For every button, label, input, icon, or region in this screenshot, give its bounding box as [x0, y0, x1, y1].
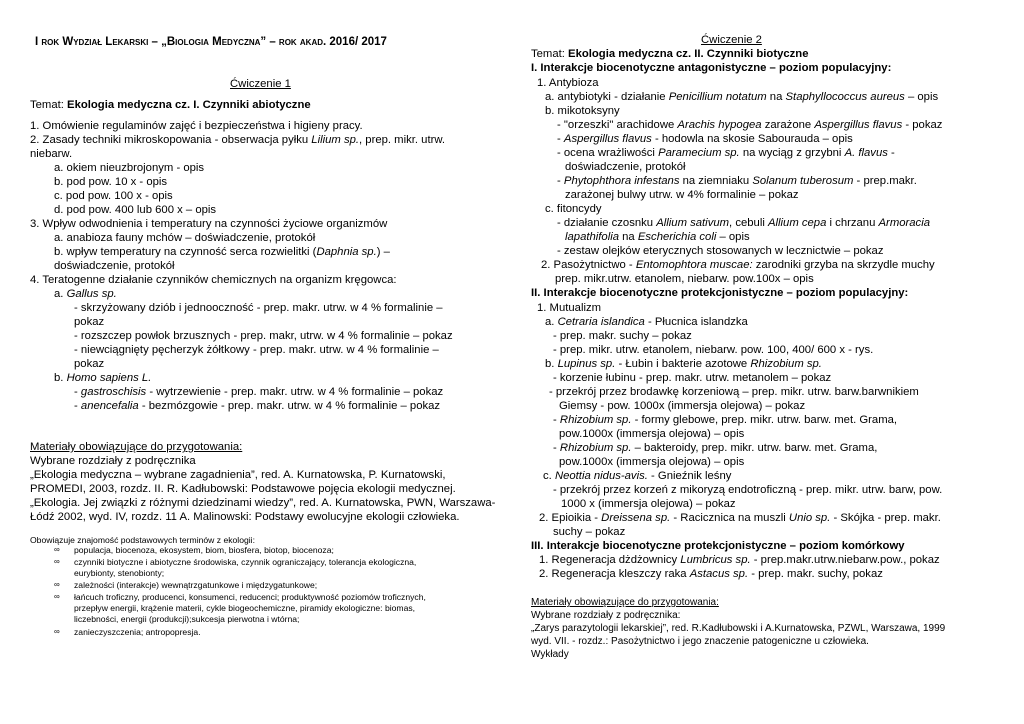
term-4-cont-1: przepływ energii, krążenie materii, cykle biogeochemiczne, piramidy ekologiczne: biomas, [74, 603, 416, 613]
s2-item-1c: c. Neottia nidus-avis. - Gnieźnik leśny [543, 470, 732, 482]
ex1-item-4a-1-cont: pokaz [74, 316, 105, 328]
s1-item-1: 1. Antybioza [537, 77, 599, 89]
ex1-item-3: 3. Wpływ odwodnienia i temperatury na czynności życiowe organizmów [30, 218, 388, 230]
s2-item-1a-1: - prep. makr. suchy – pokaz [553, 330, 692, 342]
s1-item-1c-1: - działanie czosnku Allium sativum, cebuli Allium cepa i chrzanu Armoracia [557, 217, 930, 229]
ex1-item-4b: b. Homo sapiens L. [54, 372, 152, 384]
ex1-item-4a-1: - skrzyżowany dziób i jednooczność - prep. makr. utrw. w 4 % formalinie – [74, 302, 443, 314]
term-2: czynniki biotyczne i abiotyczne środowiska, czynnik ograniczający, tolerancja ekologiczna, [74, 557, 417, 567]
materials-2-ref-1-cont: wyd. VII. - rozdz.: Pasożytnictwo i jego znaczenie patogeniczne u człowieka. [531, 636, 869, 647]
ex1-item-2c: c. pod pow. 100 x - opis [54, 190, 173, 202]
bullet-icon: ∞ [54, 592, 60, 601]
s1-item-1c-1-cont: lapathifolia na Escherichia coli – opis [565, 231, 750, 243]
exercise-1-topic: Temat: Ekologia medyczna cz. I. Czynniki abiotyczne [30, 99, 311, 111]
bullet-icon: ∞ [54, 557, 60, 566]
s1-item-2-cont: prep. mikr.utrw. etanolem, niebarw. pow.100x – opis [555, 273, 814, 285]
materials-2-heading: Materiały obowiązujące do przygotowania: [531, 597, 719, 608]
s2-item-1b-2-cont: Giemsy - pow. 1000x (immersja olejowa) – pokaz [559, 400, 806, 412]
term-4: łańcuch troficzny, producenci, konsumenci, reducenci; produktywność poziomów troficznych, [74, 592, 426, 602]
s2-item-1b-3: - Rhizobium sp. - formy glebowe, prep. mikr. utrw. barw. met. Grama, [553, 414, 898, 426]
s3-item-1: 1. Regeneracja dżdżownicy Lumbricus sp. - prep.makr.utrw.niebarw.pow., pokaz [539, 554, 940, 566]
s1-item-1b-3: - ocena wrażliwości Paramecium sp. na wyciąg z grzybni A. flavus - [557, 147, 895, 159]
ex1-item-4a-2: - rozszczep powłok brzusznych - prep. makr, utrw. w 4 % formalinie – pokaz [74, 330, 453, 342]
exercise-2-topic: Temat: Ekologia medyczna cz. II. Czynniki biotyczne [531, 48, 809, 60]
s1-item-1b-4-cont: zarażonej bulwy utrw. w 4% formalinie – pokaz [565, 189, 799, 201]
ex1-item-4a: a. Gallus sp. [54, 288, 117, 300]
s2-item-1b-2: - przekrój przez brodawkę korzeniową – prep. mikr. utrw. barw.barwnikiem [549, 386, 919, 398]
s2-item-1: 1. Mutualizm [537, 302, 602, 314]
s1-item-1b: b. mikotoksyny [545, 105, 620, 117]
materials-ref-2: „Ekologia. Jej związki z różnymi dziedzinami wiedzy”, red. A. Kurnatowska, PWN, Warszawa- [30, 497, 496, 509]
term-1: populacja, biocenoza, ekosystem, biom, biosfera, biotop, biocenoza; [74, 545, 334, 555]
s2-item-1b-3-cont: pow.1000x (immersja olejowa) – opis [559, 428, 745, 440]
s1-item-1b-3-cont: doświadczenie, protokół [565, 161, 686, 173]
term-4-cont-2: liczebności, energii (produkcji);sukcesja pierwotna i wtórna; [74, 614, 300, 624]
ex1-item-2: 2. Zasady techniki mikroskopowania - obserwacja pyłku Lilium sp., prep. mikr. utrw. [30, 134, 446, 146]
ex1-item-2a: a. okiem nieuzbrojonym - opis [54, 162, 205, 174]
term-5: zanieczyszczenia; antropopresja. [74, 627, 201, 637]
materials-ref-1-cont: PROMEDI, 2003, rozdz. II. R. Kadłubowski: Podstawowe pojęcia ekologii medycznej. [30, 483, 456, 495]
s3-item-2: 2. Regeneracja kleszczy raka Astacus sp. - prep. makr. suchy, pokaz [539, 568, 883, 580]
bullet-icon: ∞ [54, 580, 60, 589]
bullet-icon: ∞ [54, 627, 60, 636]
materials-2-subheading: Wybrane rozdziały z podręcznika: [531, 610, 681, 621]
s1-item-1b-1: - "orzeszki" arachidowe Arachis hypogea zarażone Aspergillus flavus - pokaz [557, 119, 943, 131]
s1-item-1c: c. fitoncydy [545, 203, 602, 215]
s2-item-1b-1: - korzenie łubinu - prep. makr. utrw. metanolem – pokaz [553, 372, 832, 384]
section-1-heading: I. Interakcje biocenotyczne antagonistyczne – poziom populacyjny: [531, 62, 892, 74]
section-2-heading: II. Interakcje biocenotyczne protekcjonistyczne – poziom populacyjny: [531, 287, 909, 299]
ex1-item-4: 4. Teratogenne działanie czynników chemicznych na organizm kręgowca: [30, 274, 397, 286]
bullet-icon: ∞ [54, 545, 60, 554]
ex1-item-4b-2: - anencefalia - bezmózgowie - prep. makr. utrw. w 4 % formalinie – pokaz [74, 400, 441, 412]
ex1-item-2b: b. pod pow. 10 x - opis [54, 176, 168, 188]
s1-item-1a: a. antybiotyki - działanie Penicillium notatum na Staphyllococcus aureus – opis [545, 91, 939, 103]
ex1-item-3a: a. anabioza fauny mchów – doświadczenie, protokół [54, 232, 316, 244]
document-header: I rok Wydział Lekarski – „Biologia Medyczna” – rok akad. 2016/ 2017 [35, 36, 387, 48]
s1-item-1b-2: - Aspergillus flavus - hodowla na skosie Sabourauda – opis [557, 133, 853, 145]
s1-item-1c-2: - zestaw olejków eterycznych stosowanych w lecznictwie – pokaz [557, 245, 884, 257]
term-2-cont: eurybionty, stenobionty; [74, 568, 165, 578]
s1-item-2: 2. Pasożytnictwo - Entomophtora muscae: zarodniki grzyba na skrzydle muchy [541, 259, 935, 271]
ex1-item-4a-3-cont: pokaz [74, 358, 105, 370]
exercise-1-title: Ćwiczenie 1 [230, 78, 291, 90]
ex1-item-4b-1: - gastroschisis - wytrzewienie - prep. makr. utrw. w 4 % formalinie – pokaz [74, 386, 444, 398]
materials-2-ref-1: „Zarys parazytologii lekarskiej”, red. R.Kadłubowski i A.Kurnatowska, PZWL, Warszawa, 1999 [531, 623, 946, 634]
materials-heading: Materiały obowiązujące do przygotowania: [30, 441, 243, 453]
term-3: zależności (interakcje) wewnątrzgatunkowe i międzygatunkowe; [74, 580, 318, 590]
ex1-item-2d: d. pod pow. 400 lub 600 x – opis [54, 204, 217, 216]
s2-item-1b-4: - Rhizobium sp. – bakteroidy, prep. mikr. utrw. barw. met. Grama, [553, 442, 878, 454]
materials-2-lectures: Wykłady [531, 649, 569, 660]
materials-ref-1: „Ekologia medyczna – wybrane zagadnienia”, red. A. Kurnatowska, P. Kurnatowski, [30, 469, 446, 481]
s2-item-2-cont: suchy – pokaz [553, 526, 626, 538]
ex1-item-3b: b. wpływ temperatury na czynność serca rozwielitki (Daphnia sp.) – [54, 246, 390, 258]
s2-item-1c-1-cont: 1000 x (immersja olejowa) – pokaz [561, 498, 736, 510]
s2-item-1b-4-cont: pow.1000x (immersja olejowa) – opis [559, 456, 745, 468]
terms-intro: Obowiązuje znajomość podstawowych terminów z ekologii: [30, 535, 255, 545]
ex1-item-4a-3: - niewciągnięty pęcherzyk żółtkowy - prep. makr. utrw. w 4 % formalinie – [74, 344, 439, 356]
s2-item-1a: a. Cetraria islandica - Płucnica islandzka [545, 316, 748, 328]
exercise-2-title: Ćwiczenie 2 [701, 34, 762, 46]
ex1-item-1: 1. Omówienie regulaminów zajęć i bezpieczeństwa i higieny pracy. [30, 120, 363, 132]
ex1-item-3b-cont: doświadczenie, protokół [54, 260, 175, 272]
materials-subheading: Wybrane rozdziały z podręcznika [30, 455, 196, 467]
materials-ref-2-cont: Łódź 2002, wyd. IV, rozdz. 11 A. Malinowski: Podstawy ewolucyjne ekologii człowieka. [30, 511, 460, 523]
s1-item-1b-4: - Phytophthora infestans na ziemniaku Solanum tuberosum - prep.makr. [557, 175, 917, 187]
s2-item-1c-1: - przekrój przez korzeń z mikoryzą endotroficzną - prep. mikr. utrw. barw, pow. [553, 484, 943, 496]
section-3-heading: III. Interakcje biocenotyczne protekcjonistyczne – poziom komórkowy [531, 540, 905, 552]
s2-item-1b: b. Lupinus sp. - Łubin i bakterie azotowe Rhizobium sp. [545, 358, 822, 370]
s2-item-2: 2. Epioikia - Dreissena sp. - Racicznica na muszli Unio sp. - Skójka - prep. makr. [539, 512, 941, 524]
ex1-item-2-cont: niebarw. [30, 148, 73, 160]
s2-item-1a-2: - prep. mikr. utrw. etanolem, niebarw. pow. 100, 400/ 600 x - rys. [553, 344, 874, 356]
